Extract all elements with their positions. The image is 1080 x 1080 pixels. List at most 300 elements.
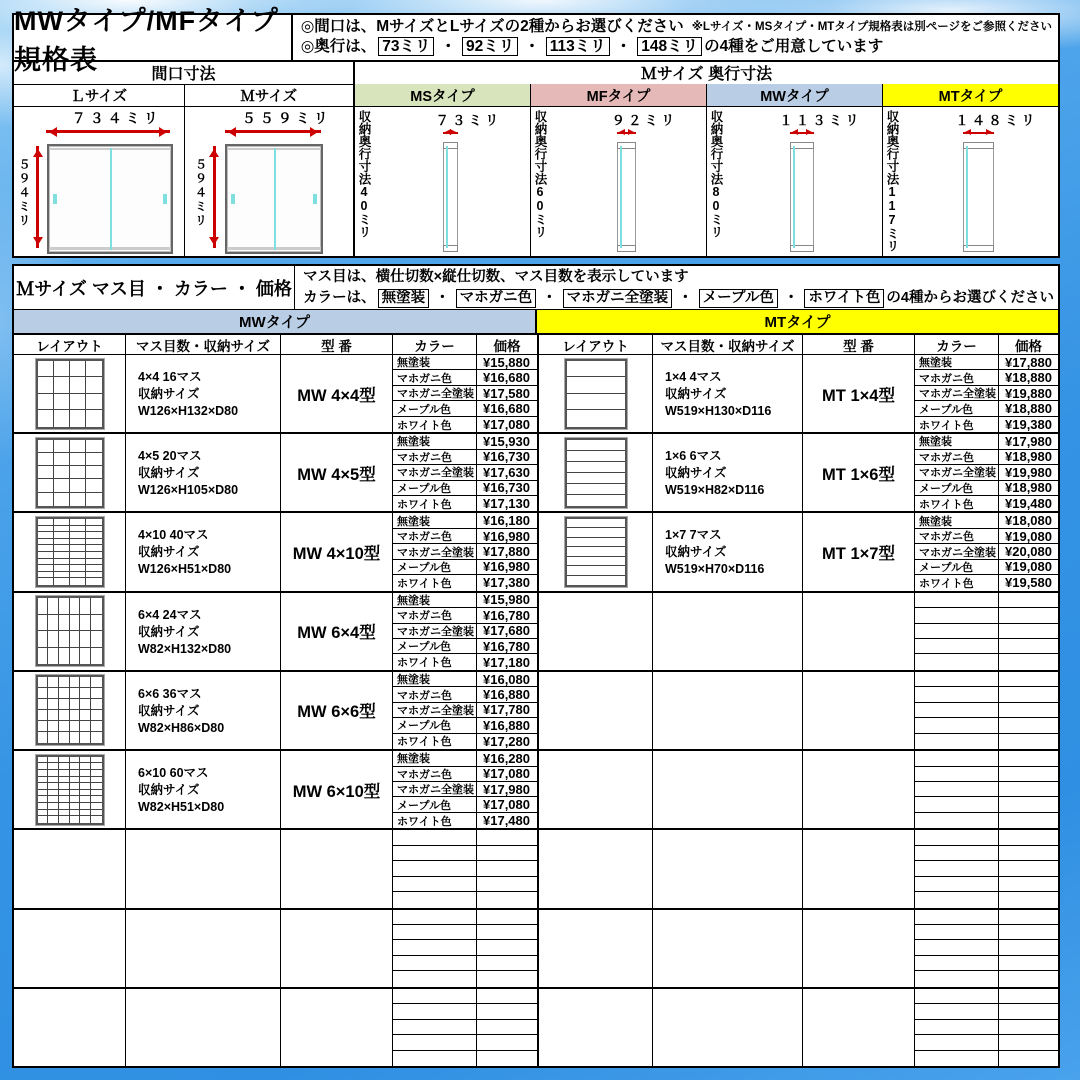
cabinet-diagram-m (185, 106, 356, 258)
price-value-cell (999, 767, 1058, 782)
depth-arrow-icon (617, 132, 636, 134)
price-value-cell (999, 608, 1058, 623)
price-value-cell (999, 672, 1058, 687)
col-header-color: カラー (393, 335, 477, 355)
model-number-cell (281, 910, 393, 987)
price-value-cell: ¥17,780 (477, 703, 537, 718)
layout-cell (539, 513, 653, 590)
color-name-cell: マホガニ色 (393, 529, 477, 544)
color-name-cell: マホガニ色 (393, 370, 477, 385)
color-name-cell: 無塗装 (915, 434, 999, 449)
storage-size-value: W519×H130×D116 (665, 404, 772, 418)
price-value-cell (999, 718, 1058, 733)
note-depth-suffix: の4種をご用意しています (704, 38, 884, 55)
note-depth-prefix: ◎奥行は、 (300, 38, 377, 55)
depth-arrow-icon (963, 132, 994, 134)
cells-size-cell (653, 434, 803, 511)
color-name-cell (915, 624, 999, 639)
storage-size-caption: 収納サイズ (665, 545, 727, 560)
model-number-cell (803, 672, 915, 749)
color-name-cell: 無塗装 (393, 593, 477, 608)
color-name-cell: ホワイト色 (393, 813, 477, 828)
cells-size-cell (126, 593, 281, 670)
price-value-cell (999, 971, 1058, 986)
depth-dimension-label: ９２ミリ (611, 113, 678, 128)
cells-size-cell (126, 355, 281, 432)
price-value-cell: ¥16,780 (477, 608, 537, 623)
color-name-cell (393, 925, 477, 940)
cabinet-width-label: ５５９ミリ (241, 110, 332, 126)
price-value-cell: ¥17,180 (483, 654, 530, 670)
price-value-cell: ¥16,730 (477, 481, 537, 496)
col-header-price: 価格 (493, 339, 521, 354)
note-reference-text: ※Lサイズ・MSタイプ・MTタイプ規格表は別ページをご参照ください (691, 21, 1052, 33)
diagram-row (14, 106, 1058, 258)
size-header-l: Ｌサイズ (14, 84, 185, 106)
color-name-cell (915, 1035, 999, 1050)
color-option-boxes (376, 288, 887, 309)
cabinet-drawing-l (47, 144, 173, 254)
storage-size-caption: 収納サイズ (138, 545, 200, 560)
price-value-cell (999, 1035, 1058, 1050)
color-name-cell (915, 861, 999, 876)
price-value-cell: ¥19,580 (1005, 575, 1052, 591)
price-value-cell: ¥18,080 (999, 513, 1058, 528)
color-name-cell: ホワイト色 (915, 417, 999, 432)
cells-size-cell (126, 434, 281, 511)
price-value-cell (999, 910, 1058, 925)
page-title: MWタイプ/MFタイプ 規格表 (14, 15, 293, 60)
color-name-cell: ホワイト色 (915, 575, 999, 590)
color-name-cell (393, 956, 477, 971)
color-name-cell: メープル色 (393, 797, 477, 812)
color-name-cell (915, 971, 999, 986)
color-name-cell (915, 830, 999, 845)
layout-grid-icon (36, 675, 104, 745)
storage-size-value: W126×H132×D80 (138, 404, 239, 418)
price-value-cell (999, 877, 1058, 892)
type-header-mt: MTタイプ (883, 84, 1058, 106)
price-value-cell: ¥15,930 (477, 434, 537, 449)
price-value-cell: ¥18,980 (999, 450, 1058, 465)
col-header-cells-size: マス目数・収納サイズ (126, 335, 281, 355)
cells-size-cell (653, 910, 803, 987)
price-value-cell: ¥18,880 (999, 370, 1058, 385)
price-value-cell (477, 861, 537, 876)
model-number-cell: MT 1×6型 (803, 434, 915, 511)
empty-row (539, 830, 1058, 909)
color-name-cell: ホワイト色 (393, 496, 477, 511)
price-value-cell (999, 654, 1058, 669)
price-value-cell (999, 956, 1058, 971)
cabinet-drawing-m (225, 144, 323, 254)
cells-count-label: 6×4 24マス (138, 607, 202, 622)
layout-cell (14, 513, 126, 590)
model-number-cell: MW 6×10型 (281, 751, 393, 828)
layout-cell (14, 593, 126, 670)
price-value-cell (999, 734, 1058, 749)
price-value-cell: ¥17,880 (477, 544, 537, 559)
price-value-cell (999, 639, 1058, 654)
cabinet-height-label: ５９４ミリ (193, 158, 208, 228)
color-name-cell: マホガニ全塗装 (915, 465, 999, 480)
price-value-cell (999, 703, 1058, 718)
depth-arrow-icon (790, 132, 814, 134)
mt-table-half (539, 335, 1058, 1066)
depth-dimension-label: １４８ミリ (955, 113, 1038, 128)
price-value-cell (477, 1051, 537, 1066)
layout-grid-icon (565, 359, 627, 429)
price-value-cell: ¥19,480 (1005, 496, 1052, 512)
color-name-cell: ホワイト色 (393, 575, 477, 590)
depth-section-title: Ｍサイズ 奥行寸法 (640, 65, 773, 83)
empty-row (539, 989, 1058, 1066)
price-value-cell (999, 989, 1058, 1004)
storage-size-value: W126×H51×D80 (138, 562, 232, 577)
price-value-cell: ¥17,080 (483, 416, 530, 432)
model-number-cell: MW 4×4型 (281, 355, 393, 432)
mw-column-headers (14, 335, 537, 355)
color-name-cell: マホガニ色 (915, 529, 999, 544)
layout-cell (539, 989, 653, 1066)
price-value-cell: ¥19,080 (999, 560, 1058, 575)
color-name-cell (915, 846, 999, 861)
color-name-cell: 無塗装 (393, 434, 477, 449)
model-number-cell: MW 4×10型 (281, 513, 393, 590)
depth-option-box: 73ミリ (378, 37, 434, 56)
color-name-cell: マホガニ色 (393, 767, 477, 782)
product-row (14, 434, 537, 513)
frontage-section-title: 間口寸法 (14, 60, 355, 84)
price-value-cell: ¥16,280 (477, 751, 537, 766)
col-header-model: 型 番 (803, 335, 915, 355)
model-number-cell: MT 1×7型 (803, 513, 915, 590)
color-name-cell: メープル色 (915, 481, 999, 496)
model-number-cell: MT 1×4型 (803, 355, 915, 432)
product-row (14, 593, 537, 672)
color-name-cell: メープル色 (915, 401, 999, 416)
layout-grid-icon (565, 438, 627, 508)
storage-depth-label: 収納奥行寸法40ミリ (357, 110, 371, 238)
price-value-cell (999, 751, 1058, 766)
col-header-cells-size: マス目数・収納サイズ (653, 335, 803, 355)
model-number-cell (803, 751, 915, 828)
empty-row (14, 830, 537, 909)
col-header-price: 価格 (1015, 339, 1042, 354)
cells-size-cell (126, 672, 281, 749)
storage-size-caption: 収納サイズ (138, 783, 200, 798)
width-arrow-icon (225, 130, 321, 133)
layout-cell (539, 910, 653, 987)
color-name-cell (393, 971, 477, 986)
color-name-cell (915, 877, 999, 892)
price-value-cell (477, 877, 537, 892)
price-table-panel (12, 264, 1060, 1068)
color-name-cell: 無塗装 (393, 513, 477, 528)
color-option-box: メープル色 (699, 289, 778, 308)
price-value-cell: ¥19,880 (999, 386, 1058, 401)
empty-row (14, 989, 537, 1066)
option-separator: ・ (615, 38, 632, 55)
type-header-row (14, 84, 1058, 107)
price-section-notes (295, 266, 1058, 309)
layout-cell (539, 434, 653, 511)
spec-header-panel (12, 5, 1060, 258)
layout-cell (539, 355, 653, 432)
price-value-cell: ¥16,080 (477, 672, 537, 687)
color-name-cell (915, 751, 999, 766)
price-value-cell (999, 1004, 1058, 1019)
price-value-cell: ¥15,880 (477, 355, 537, 370)
layout-cell (14, 830, 126, 907)
color-name-cell (915, 989, 999, 1004)
price-value-cell: ¥18,880 (999, 401, 1058, 416)
color-option-box: マホガニ全塗装 (563, 289, 673, 308)
price-value-cell (999, 1020, 1058, 1035)
price-value-cell (477, 971, 537, 986)
empty-row (539, 751, 1058, 830)
storage-size-value: W82×H86×D80 (138, 720, 225, 735)
depth-dimension-label: １１３ミリ (779, 113, 862, 128)
product-row (539, 355, 1058, 434)
color-name-cell (915, 782, 999, 797)
depth-arrow-icon (443, 132, 458, 134)
price-value-cell (477, 830, 537, 845)
color-name-cell (393, 1035, 477, 1050)
model-number-cell (803, 593, 915, 670)
color-name-cell (915, 687, 999, 702)
price-value-cell: ¥16,980 (477, 529, 537, 544)
price-value-cell (477, 1004, 537, 1019)
price-value-cell: ¥17,130 (483, 496, 530, 512)
price-value-cell: ¥17,880 (999, 355, 1058, 370)
col-header-layout: レイアウト (539, 335, 653, 355)
depth-diagram-mf (531, 106, 707, 258)
depth-diagram-mw (707, 106, 883, 258)
size-header-m: Ｍサイズ (185, 84, 356, 106)
depth-diagram-mt (883, 106, 1058, 258)
layout-grid-icon (36, 596, 104, 666)
color-name-cell (393, 989, 477, 1004)
color-name-cell (393, 940, 477, 955)
model-number-cell: MW 6×6型 (281, 672, 393, 749)
empty-row (14, 910, 537, 989)
model-number-cell (803, 910, 915, 987)
product-row (539, 434, 1058, 513)
color-name-cell: マホガニ色 (393, 687, 477, 702)
product-row (14, 751, 537, 830)
col-header-model: 型 番 (281, 335, 393, 355)
empty-row (539, 593, 1058, 672)
storage-size-value: W82×H51×D80 (138, 800, 225, 815)
price-value-cell (999, 782, 1058, 797)
price-value-cell: ¥16,180 (477, 513, 537, 528)
color-name-cell (915, 910, 999, 925)
storage-depth-label: 収納奥行寸法117ミリ (885, 110, 899, 252)
storage-size-caption: 収納サイズ (138, 466, 200, 481)
option-separator: ・ (678, 290, 693, 306)
price-value-cell: ¥17,580 (477, 386, 537, 401)
storage-size-caption: 収納サイズ (138, 703, 200, 718)
price-value-cell (477, 940, 537, 955)
cells-size-cell (653, 355, 803, 432)
price-value-cell (477, 956, 537, 971)
depth-option-box: 92ミリ (462, 37, 518, 56)
depth-option-box: 148ミリ (637, 37, 702, 56)
color-name-cell (915, 1051, 999, 1066)
storage-size-value: W519×H82×D116 (665, 483, 765, 498)
cells-size-cell (653, 593, 803, 670)
depth-option-box: 113ミリ (546, 37, 610, 56)
depth-side-drawing (617, 142, 636, 252)
price-value-cell (999, 813, 1058, 828)
color-name-cell (393, 892, 477, 907)
color-name-cell (393, 861, 477, 876)
width-arrow-icon (46, 130, 170, 133)
storage-size-value: W519×H70×D116 (665, 562, 765, 577)
layout-cell (14, 355, 126, 432)
layout-cell (539, 672, 653, 749)
color-name-cell (915, 593, 999, 608)
layout-cell (14, 672, 126, 749)
mw-blocks (14, 355, 537, 1066)
color-name-cell: マホガニ全塗装 (393, 465, 477, 480)
cells-size-cell (126, 910, 281, 987)
price-value-cell: ¥19,380 (1005, 416, 1052, 432)
model-number-cell (281, 989, 393, 1066)
price-value-cell: ¥17,080 (477, 797, 537, 812)
col-header-layout: レイアウト (14, 335, 126, 355)
price-section-header (14, 266, 1058, 310)
model-number-cell (803, 989, 915, 1066)
section-header-row (14, 60, 1058, 85)
price-value-cell: ¥17,980 (999, 434, 1058, 449)
color-name-cell (915, 940, 999, 955)
layout-cell (14, 434, 126, 511)
storage-size-value: W82×H132×D80 (138, 641, 232, 656)
storage-size-value: W126×H105×D80 (138, 483, 239, 498)
storage-size-caption: 収納サイズ (138, 387, 200, 401)
price-value-cell: ¥16,880 (477, 718, 537, 733)
cells-size-cell (126, 989, 281, 1066)
storage-size-caption: 収納サイズ (138, 624, 200, 639)
price-value-cell: ¥16,680 (477, 401, 537, 416)
product-row (14, 355, 537, 434)
model-number-cell: MW 4×5型 (281, 434, 393, 511)
color-name-cell (915, 608, 999, 623)
color-name-cell: 無塗装 (393, 751, 477, 766)
price-value-cell (999, 624, 1058, 639)
mw-table-half (14, 335, 539, 1066)
price-value-cell: ¥16,880 (477, 687, 537, 702)
color-name-cell (915, 892, 999, 907)
color-name-cell (915, 1020, 999, 1035)
price-value-cell: ¥16,680 (477, 370, 537, 385)
cabinet-width-label: ７３４ミリ (71, 110, 162, 126)
price-value-cell (999, 687, 1058, 702)
color-name-cell (393, 910, 477, 925)
layout-cell (14, 910, 126, 987)
color-name-cell (393, 1051, 477, 1066)
option-separator: ・ (440, 38, 456, 55)
color-note-prefix: カラーは、 (303, 290, 376, 306)
color-name-cell: マホガニ全塗装 (393, 703, 477, 718)
color-name-cell (915, 703, 999, 718)
layout-cell (14, 989, 126, 1066)
layout-cell (539, 593, 653, 670)
cabinet-diagram-l (14, 106, 185, 258)
storage-size-caption: 収納サイズ (665, 387, 727, 401)
price-value-cell (477, 925, 537, 940)
price-value-cell (999, 940, 1058, 955)
price-value-cell: ¥16,780 (477, 639, 537, 654)
color-name-cell (915, 672, 999, 687)
product-row (539, 513, 1058, 592)
masu-note: マス目は、横仕切数×縦仕切数、マス目数を表示しています (303, 269, 689, 285)
price-value-cell: ¥17,080 (477, 767, 537, 782)
type-banner-row (14, 310, 1058, 335)
note-frontage-text: ◎間口は、MサイズとLサイズの2種からお選びください (300, 18, 684, 35)
storage-depth-label: 収納奥行寸法80ミリ (709, 110, 723, 238)
empty-row (539, 910, 1058, 989)
color-name-cell: メープル色 (393, 718, 477, 733)
type-header-ms: MSタイプ (355, 84, 531, 106)
option-separator: ・ (542, 290, 557, 306)
depth-dimension-label: ７３ミリ (435, 113, 502, 128)
color-name-cell: メープル色 (393, 639, 477, 654)
layout-grid-icon (36, 438, 104, 508)
price-value-cell: ¥19,980 (999, 465, 1058, 480)
color-name-cell: マホガニ色 (393, 608, 477, 623)
price-value-cell (477, 989, 537, 1004)
option-separator: ・ (524, 38, 540, 55)
price-table-body (14, 335, 1058, 1066)
price-value-cell: ¥17,380 (483, 575, 530, 591)
banner-mw-type: MWタイプ (14, 310, 537, 333)
color-name-cell (393, 1020, 477, 1035)
color-name-cell (915, 767, 999, 782)
color-name-cell: マホガニ全塗装 (915, 386, 999, 401)
layout-grid-icon (36, 517, 104, 587)
color-note-suffix: の4種からお選びください (886, 290, 1054, 306)
color-name-cell: ホワイト色 (915, 496, 999, 511)
price-value-cell: ¥15,980 (477, 593, 537, 608)
storage-depth-label: 収納奥行寸法60ミリ (533, 110, 547, 238)
type-header-mw: MWタイプ (707, 84, 883, 106)
cells-count-label: 1×7 7マス (665, 528, 722, 543)
color-name-cell: 無塗装 (915, 513, 999, 528)
color-name-cell: マホガニ色 (393, 450, 477, 465)
price-value-cell (477, 1020, 537, 1035)
color-option-box: マホガニ色 (456, 289, 537, 308)
price-value-cell (477, 1035, 537, 1050)
price-section-title: Ｍサイズ マス目 ・ カラー ・ 価格 (14, 266, 295, 309)
color-name-cell: メープル色 (393, 481, 477, 496)
cells-count-label: 1×6 6マス (665, 449, 722, 464)
color-name-cell: ホワイト色 (393, 734, 477, 749)
price-value-cell: ¥17,980 (477, 782, 537, 797)
cells-count-label: 4×4 16マス (138, 370, 202, 384)
mt-blocks (539, 355, 1058, 1066)
price-value-cell (999, 797, 1058, 812)
price-value-cell: ¥17,480 (483, 813, 530, 829)
depth-side-drawing (963, 142, 994, 252)
price-value-cell (999, 861, 1058, 876)
cells-size-cell (653, 672, 803, 749)
price-value-cell: ¥18,980 (999, 481, 1058, 496)
color-name-cell (393, 846, 477, 861)
cells-size-cell (126, 513, 281, 590)
